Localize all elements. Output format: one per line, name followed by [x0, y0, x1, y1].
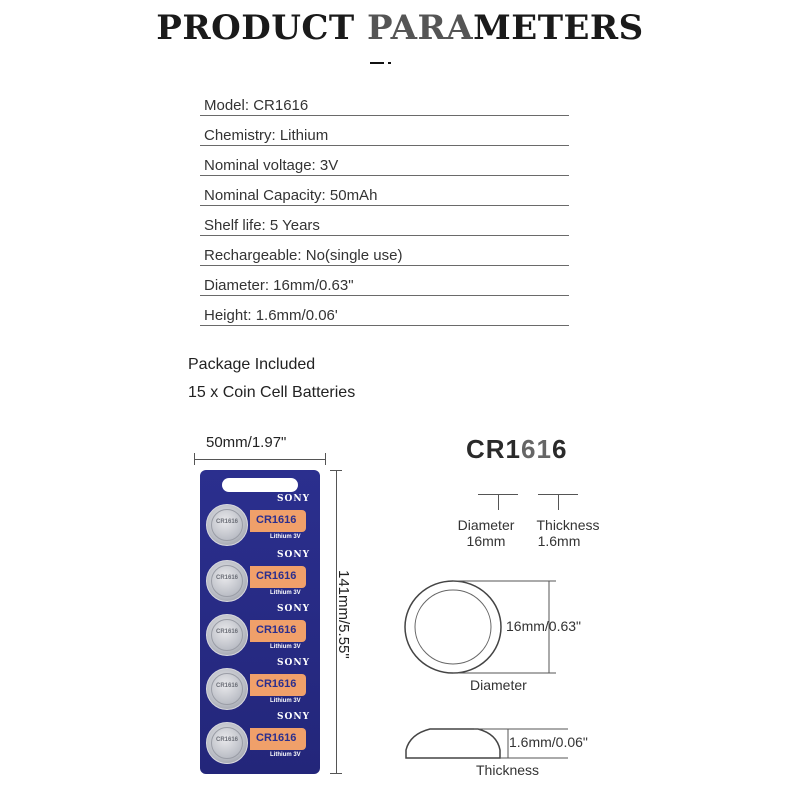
thickness-legend-title: Thickness: [536, 517, 600, 533]
cell-label-text: CR1616: [256, 678, 297, 690]
title-part-2: PARA: [367, 8, 474, 48]
thickness-legend-value: 1.6mm: [537, 533, 581, 549]
cell-chem: Lithium 3V: [270, 644, 301, 650]
diameter-measure-label: 16mm/0.63": [506, 618, 582, 634]
param-text: Chemistry: Lithium: [204, 127, 329, 144]
cell-label-text: CR1616: [256, 570, 297, 582]
coin-inner-outline: [415, 590, 491, 664]
cell-label-text: CR1616: [256, 624, 297, 636]
brand-logo: SONY: [277, 658, 310, 668]
thickness-measure-label: 1.6mm/0.06": [509, 734, 588, 750]
cell-label-text: CR1616: [256, 732, 297, 744]
model-part-3: 6: [551, 434, 568, 464]
package-title: Package Included: [188, 356, 316, 373]
brand-logo: SONY: [277, 550, 310, 560]
brand-logo: SONY: [277, 712, 310, 722]
coin-text: CR1616: [215, 737, 238, 743]
brand-logo: SONY: [277, 604, 310, 614]
diameter-legend-title: Diameter: [457, 517, 515, 533]
param-text: Diameter: 16mm/0.63": [204, 277, 354, 294]
coin-side-profile: [406, 729, 500, 758]
param-text: Shelf life: 5 Years: [204, 217, 320, 234]
cell-chem: Lithium 3V: [270, 590, 301, 596]
cell-chem: Lithium 3V: [270, 752, 301, 758]
pack-width-label: 50mm/1.97": [206, 434, 287, 451]
brand-logo: SONY: [277, 494, 310, 504]
thickness-caption: Thickness: [476, 762, 540, 778]
title-part-3: METERS: [473, 8, 644, 48]
model-part-1: CR1: [466, 434, 522, 464]
coin-outer-outline: [405, 581, 501, 673]
cell-chem: Lithium 3V: [270, 698, 301, 704]
param-text: Rechargeable: No(single use): [204, 247, 403, 264]
coin-text: CR1616: [215, 519, 238, 525]
param-text: Nominal voltage: 3V: [204, 157, 339, 174]
model-part-2: 61: [521, 434, 552, 464]
title-part-1: PRODUCT: [156, 8, 368, 48]
coin-text: CR1616: [215, 629, 238, 635]
cell-chem: Lithium 3V: [270, 534, 301, 540]
diameter-caption: Diameter: [470, 677, 527, 693]
coin-text: CR1616: [215, 575, 238, 581]
diameter-legend-value: 16mm: [466, 533, 506, 549]
pack-height-label: 141mm/5.55": [335, 570, 352, 659]
param-text: Model: CR1616: [204, 97, 309, 114]
param-text: Nominal Capacity: 50mAh: [204, 187, 378, 204]
package-item: 15 x Coin Cell Batteries: [188, 384, 356, 401]
coin-text: CR1616: [215, 683, 238, 689]
cell-label-text: CR1616: [256, 514, 297, 526]
param-text: Height: 1.6mm/0.06': [204, 307, 338, 324]
